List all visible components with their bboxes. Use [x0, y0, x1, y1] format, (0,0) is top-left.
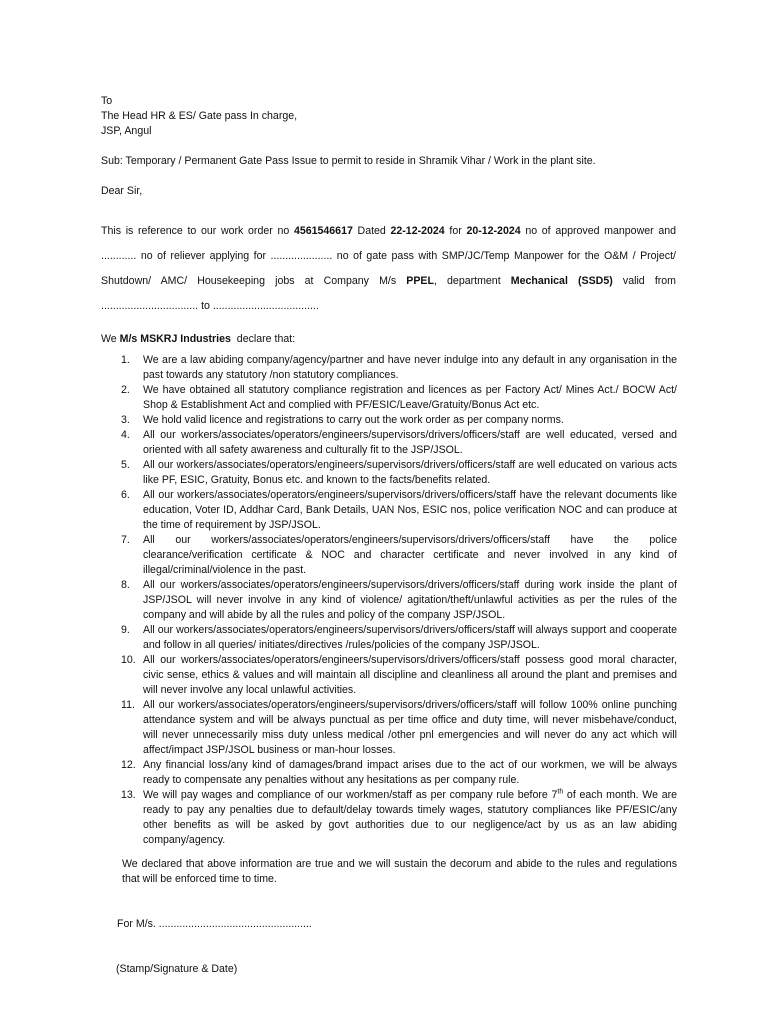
work-order-date: 22-12-2024: [390, 225, 445, 237]
reference-line-4: ................................. to ....................................: [101, 300, 319, 312]
reference-line-2: ............ no of reliever applying for ..................... no of gate pass with SMP/JC/Temp Manpower for the O&M / Project/: [101, 250, 676, 262]
list-item-number: 7.: [121, 534, 130, 546]
list-item-text: All our workers/associates/operators/engineers/supervisors/drivers/officers/staff have the relevant documents like education, Voter ID, Addhar Card, Bank Details, UAN Nos, ESIC nos, police verification NOC and can produce at the time of requirement by JSP/JSOL.: [143, 489, 677, 531]
list-item-text: All our workers/associates/operators/engineers/supervisors/drivers/officers/staff will follow 100% online punching attendance system and will be always punctual as per time office and duty time, will never misbehave/conduct, will never unnecessarily miss duty unless medical /other pnl emergencies and will never do any act which will affect/impact JSP/JSOL business or man-hour losses.: [143, 699, 677, 756]
list-item-number: 9.: [121, 624, 130, 636]
list-item-text: All our workers/associates/operators/engineers/supervisors/drivers/officers/staff will always support and cooperate and follow in all queries/ initiates/directives /rules/policies of the company JSP/JSOL.: [143, 624, 677, 651]
list-item: [101, 413, 677, 428]
closing-statement: We declared that above information are true and we will sustain the decorum and abide to the rules and regulations that will be enforced time to time.: [122, 858, 677, 885]
list-item: [101, 458, 677, 488]
declaration-intro: We M/s MSKRJ Industries declare that:: [101, 333, 296, 345]
department-name: Mechanical (SSD5): [510, 275, 613, 287]
list-item: [101, 428, 677, 458]
subject-line: Sub: Temporary / Permanent Gate Pass Issue to permit to reside in Shramik Vihar / Work in the plant site.: [101, 155, 596, 167]
list-item-text: Any financial loss/any kind of damages/brand impact arises due to the act of our workmen, we will be always ready to compensate any penalties without any hesitations as per company rule.: [143, 759, 677, 786]
firm-name: M/s MSKRJ Industries: [119, 333, 231, 345]
list-item-number: 2.: [121, 384, 130, 396]
list-item-number: 5.: [121, 459, 130, 471]
list-item: [101, 758, 677, 788]
list-item-text: We have obtained all statutory compliance registration and licences as per Factory Act/ Mines Act./ BOCW Act/ Shop & Establishment Act and complied with PF/ESIC/Leave/Gratuity/Bonus Act etc.: [143, 384, 677, 411]
list-item-text: All our workers/associates/operators/engineers/supervisors/drivers/officers/staff have the police clearance/verification certificate & NOC and character certificate and never involved in any kind of illegal/criminal/violence in the past.: [143, 534, 677, 576]
list-item-text: of each month. We are ready to pay any penalties due to default/delay towards timely wages, statutory compliances like PF/ESIC/any other benefits as will be asked by govt authorities due to our negligence/act by us as an law abiding company/agency.: [143, 789, 678, 846]
reference-line-3: Shutdown/ AMC/ Housekeeping jobs at Company M/s PPEL, department Mechanical (SSD5) valid from: [101, 275, 677, 287]
list-item-text: All our workers/associates/operators/engineers/supervisors/drivers/officers/staff during work inside the plant of JSP/JSOL will never involve in any kind of violence/ agitation/theft/unlawful activities as per the rules of the company and will abide by all the rules and policy of the company JSP/JSOL.: [143, 579, 677, 621]
list-item-text: All our workers/associates/operators/engineers/supervisors/drivers/officers/staff are well educated, versed and oriented with all safety awareness and culturally fit to the JSP/JSOL.: [143, 429, 677, 456]
list-item-text: We will pay wages and compliance of our workmen/staff as per company rule before 7: [143, 789, 558, 801]
reference-line-1: This is reference to our work order no 4561546617 Dated 22-12-2024 for 20-12-2024 no of approved manpower and: [101, 225, 676, 237]
stamp-signature-date: (Stamp/Signature & Date): [116, 963, 238, 975]
list-item: [101, 488, 677, 533]
list-item-number: 11.: [121, 699, 135, 711]
list-item-number: 12.: [121, 759, 136, 771]
address-line-to: To: [101, 95, 113, 107]
list-item-text: All our workers/associates/operators/engineers/supervisors/drivers/officers/staff are well educated on various acts like PF, ESIC, Gratuity, Bonus etc. and known to the facts/benefits related.: [143, 459, 677, 486]
list-item: [101, 698, 677, 758]
list-item: [101, 788, 677, 848]
for-date: 20-12-2024: [466, 225, 521, 237]
list-item-number: 6.: [121, 489, 130, 501]
list-item: [101, 353, 677, 383]
list-item-text: All our workers/associates/operators/engineers/supervisors/drivers/officers/staff possess good moral character, civic sense, ethics & values and will maintain all discipline and cleanliness all around the plant and premises and will never involve any local unlawful activities.: [143, 654, 677, 696]
reference-paragraph: [101, 219, 676, 319]
list-item: [101, 533, 677, 578]
address-line-location: JSP, Angul: [101, 125, 152, 137]
list-item-text: We are a law abiding company/agency/partner and have never indulge into any default in any organisation in the past towards any statutory /non statutory compliances.: [143, 354, 677, 381]
list-item-number: 10.: [121, 654, 136, 666]
list-item-number: 1.: [121, 354, 130, 366]
list-item: [101, 578, 677, 623]
list-item-number: 4.: [121, 429, 130, 441]
list-item-number: 3.: [121, 414, 130, 426]
list-item-number: 13.: [121, 789, 136, 801]
list-item-text: We hold valid licence and registrations to carry out the work order as per company norms.: [143, 414, 564, 426]
list-item-number: 8.: [121, 579, 130, 591]
work-order-number: 4561546617: [293, 225, 353, 237]
company-name: PPEL: [406, 275, 434, 287]
list-item: [101, 383, 677, 413]
declaration-list: [101, 353, 677, 848]
for-company-signature-line: For M/s. ....................................................: [117, 918, 312, 930]
salutation: Dear Sir,: [101, 185, 143, 197]
list-item: [101, 653, 677, 698]
list-item-text: th: [557, 788, 564, 796]
recipient-address: [101, 94, 297, 139]
address-line-recipient: The Head HR & ES/ Gate pass In charge,: [101, 110, 298, 122]
list-item: [101, 623, 677, 653]
